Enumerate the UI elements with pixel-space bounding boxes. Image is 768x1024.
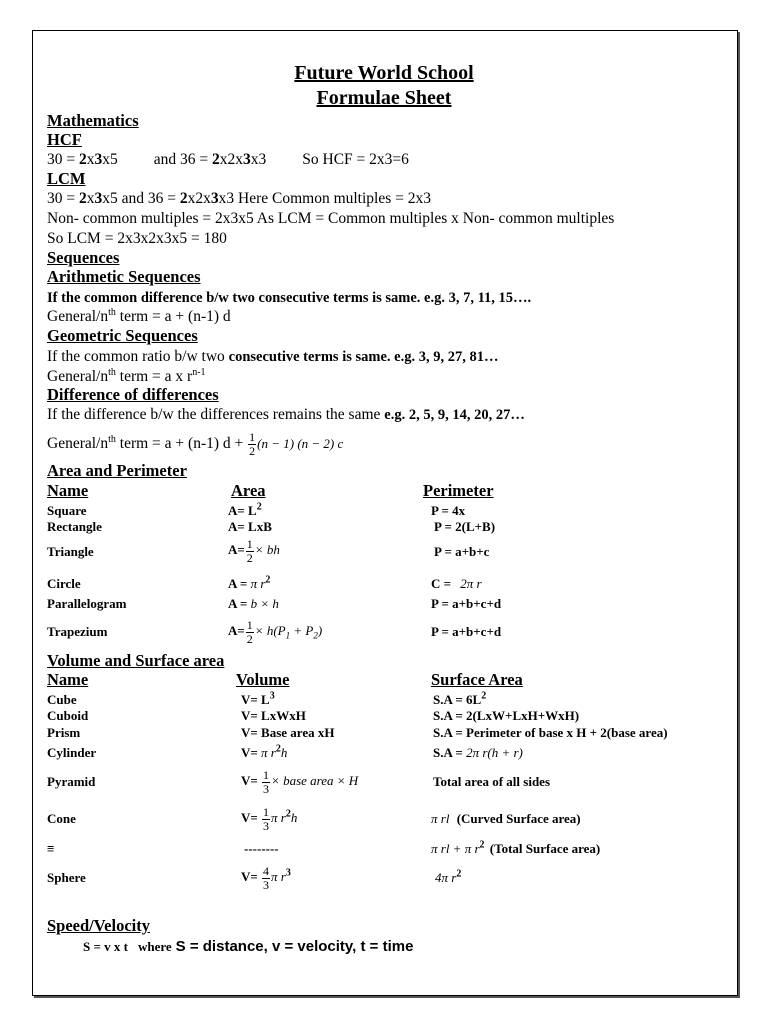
area-row-name: Triangle: [47, 544, 94, 559]
volume-row-surface-area: $S.A = 6L^2$: [433, 690, 487, 707]
area-col-name: Name: [47, 481, 89, 500]
geometric-description: If the common ratio b/w two consecutive terms is same. e.g. 3, 9, 27, 81…: [47, 348, 499, 365]
volume-row-volume: --------: [244, 841, 279, 856]
volume-row-name: ≡: [47, 841, 55, 856]
arithmetic-term: General/$n^{th}$ term = a + (n-1) d: [47, 306, 231, 325]
area-col-area: Area: [231, 481, 266, 500]
area-row-perimeter: C = 2π r: [431, 576, 482, 591]
area-col-perimeter: Perimeter: [423, 481, 494, 500]
area-row-area: A= $\frac{1}{2}$ × $h(P_1 + P_2)$: [228, 617, 323, 646]
difference-term: General/$n^{th}$ term = a + (n-1) d + $\frac{1}{2}$ (n − 1) (n − 2) c: [47, 429, 344, 458]
area-heading: Area and Perimeter: [47, 461, 187, 480]
area-row-perimeter: P = a+b+c+d: [431, 596, 502, 611]
area-row-area: A = b × h: [228, 596, 279, 611]
area-row-area: $A= L^2$: [228, 501, 262, 518]
volume-row-volume: V= LxWxH: [241, 708, 306, 723]
volume-row-surface-area: S.A = Perimeter of base x H + 2(base area): [433, 725, 668, 740]
volume-row-name: Cube: [47, 692, 77, 707]
page-border: [32, 30, 738, 996]
volume-row-volume: V= $\frac{1}{3}$ π $r^2h$: [241, 804, 298, 833]
geometric-heading: Geometric Sequences: [47, 326, 198, 345]
arithmetic-description: If the common difference b/w two consecutive terms is same. e.g. 3, 7, 11, 15….: [47, 290, 532, 306]
area-row-area: A = π $r^2$: [228, 574, 271, 591]
volume-row-surface-area: S.A = 2(LxW+LxH+WxH): [433, 708, 580, 723]
area-row-name: Square: [47, 503, 87, 518]
lcm-heading: LCM: [47, 169, 86, 188]
lcm-line-3: So LCM = 2x3x2x3x5 = 180: [47, 230, 227, 247]
volume-col-volume: Volume: [236, 670, 290, 689]
volume-row-volume: V= $\frac{4}{3}$ π $r^3$: [241, 863, 291, 892]
area-row-area: A= $\frac{1}{2}$ × bh: [228, 536, 280, 565]
speed-heading: Speed/Velocity: [47, 916, 150, 935]
mathematics-heading: Mathematics: [47, 111, 139, 130]
volume-row-surface-area: π rl + π $r^2$ (Total Surface area): [431, 839, 601, 856]
arithmetic-heading: Arithmetic Sequences: [47, 267, 201, 286]
volume-row-name: Pyramid: [47, 774, 96, 789]
speed-formula-line: S = v x t where S = distance, v = velocity, t = time: [83, 938, 414, 955]
volume-row-surface-area: 4π $r^2$: [435, 868, 462, 885]
difference-heading: Difference of differences: [47, 385, 219, 404]
volume-col-name: Name: [47, 670, 89, 689]
area-row-area: A= LxB: [228, 519, 272, 534]
area-row-perimeter: P = 2(L+B): [434, 519, 496, 534]
volume-row-surface-area: S.A = 2π r(h + r): [433, 745, 523, 760]
volume-row-name: Prism: [47, 725, 81, 740]
volume-row-volume: V= π $r^2h$: [241, 743, 288, 760]
sheet-title: Formulae Sheet: [316, 87, 452, 109]
area-row-name: Parallelogram: [47, 596, 127, 611]
hcf-line: 30 = 2x3x5 and 36 = 2x2x3x3 So HCF = 2x3=6: [47, 151, 409, 168]
volume-row-surface-area: Total area of all sides: [433, 774, 551, 789]
volume-row-volume: V= $\frac{1}{3}$ × base area × H: [241, 767, 359, 796]
hcf-heading: HCF: [47, 130, 82, 149]
volume-row-name: Sphere: [47, 870, 86, 885]
area-row-perimeter: P = 4x: [431, 503, 466, 518]
school-name: Future World School: [294, 62, 474, 84]
area-row-perimeter: P = a+b+c: [434, 544, 490, 559]
volume-heading: Volume and Surface area: [47, 651, 225, 670]
volume-row-name: Cone: [47, 811, 76, 826]
lcm-line-2: Non- common multiples = 2x3x5 As LCM = Common multiples x Non- common multiples: [47, 210, 615, 227]
volume-row-surface-area: π rl (Curved Surface area): [431, 811, 581, 826]
volume-col-surface-area: Surface Area: [431, 670, 523, 689]
volume-row-volume: $V= L^3$: [241, 690, 275, 707]
area-row-perimeter: P = a+b+c+d: [431, 624, 502, 639]
difference-description: If the difference b/w the differences remains the same e.g. 2, 5, 9, 14, 20, 27…: [47, 406, 525, 423]
sequences-heading: Sequences: [47, 248, 120, 267]
volume-row-name: Cuboid: [47, 708, 89, 723]
lcm-line-1: 30 = 2x3x5 and 36 = 2x2x3x3 Here Common multiples = 2x3: [47, 190, 432, 207]
area-row-name: Circle: [47, 576, 81, 591]
area-row-name: Trapezium: [47, 624, 108, 639]
volume-row-volume: V= Base area xH: [241, 725, 335, 740]
volume-row-name: Cylinder: [47, 745, 97, 760]
geometric-term: General/$n^{th}$ term = a x $r^{n-1}$: [47, 366, 206, 385]
area-row-name: Rectangle: [47, 519, 102, 534]
